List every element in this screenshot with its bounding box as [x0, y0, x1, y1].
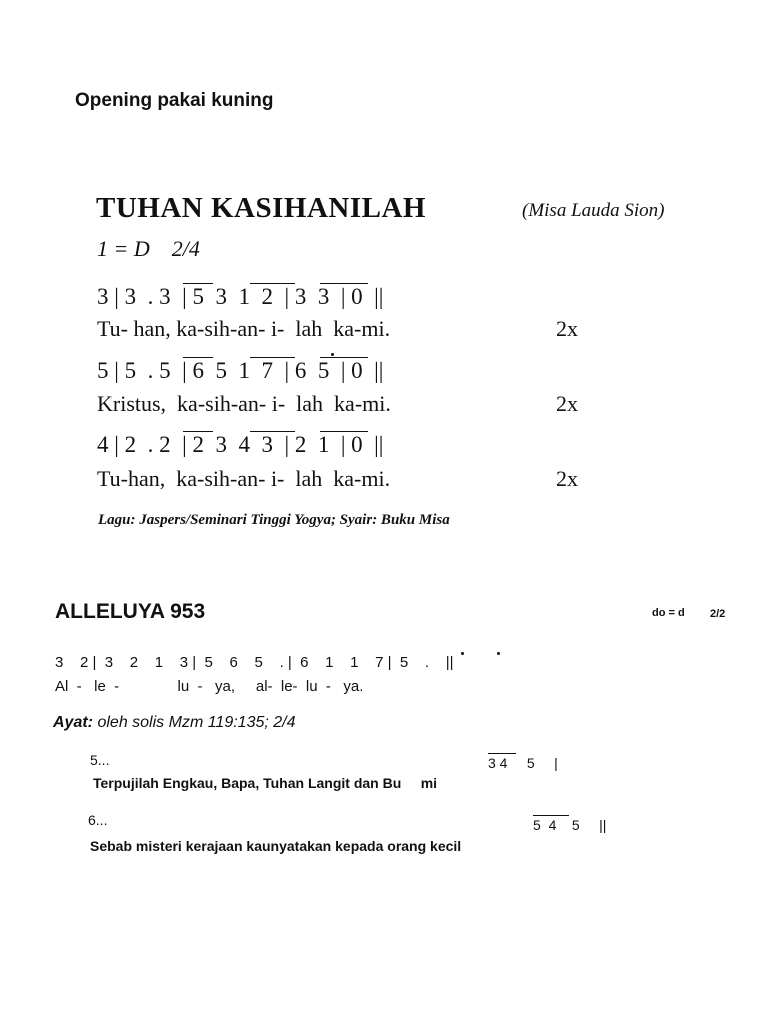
- beam-line: [320, 357, 368, 358]
- song1-key-time: 1 = D 2/4: [97, 236, 200, 261]
- song2-notes: 3 2 | 3 2 1 3 | 5 6 5 . | 6 1 1 7 | 5 . ||: [55, 654, 454, 671]
- song1-lyric-row3: Tu-han, ka-sih-an- i- lah ka-mi.: [97, 466, 391, 491]
- octave-dot: [497, 652, 500, 655]
- beam-line: [488, 753, 516, 754]
- verse6-number: 6...: [88, 812, 108, 828]
- song1-lyric-row1: Tu- han, ka-sih-an- i- lah ka-mi.: [97, 316, 391, 341]
- verse5-notes: 3 4 5 |: [488, 755, 558, 771]
- beam-line: [183, 357, 213, 358]
- song1-title: TUHAN KASIHANILAH: [96, 192, 426, 224]
- beam-line: [250, 283, 295, 284]
- song2-time: 2/2: [710, 608, 726, 620]
- song1-notes-row1: 3 | 3 . 3 | 5 3 1 2 | 3 3 | 0 ||: [97, 284, 384, 309]
- song1-repeat-row3: 2x: [556, 466, 578, 491]
- song2-lyric: Al - le - lu - ya, al- le- lu - ya.: [55, 678, 364, 695]
- beam-line: [320, 283, 368, 284]
- verse5-number: 5...: [90, 752, 110, 768]
- song1-repeat-row1: 2x: [556, 316, 578, 341]
- ayat-text: oleh solis Mzm 119:135; 2/4: [93, 714, 296, 731]
- song1-repeat-row2: 2x: [556, 391, 578, 416]
- song2-key: do = d: [652, 607, 685, 619]
- beam-line: [250, 431, 295, 432]
- octave-dot: [461, 652, 464, 655]
- song1-credit: Lagu: Jaspers/Seminari Tinggi Yogya; Syair: Buku Misa: [98, 512, 450, 528]
- beam-line: [320, 431, 368, 432]
- song1-lyric-row2: Kristus, ka-sih-an- i- lah ka-mi.: [97, 391, 391, 416]
- verse6-notes: 5 4 5 ||: [533, 817, 607, 833]
- verse5-text: Terpujilah Engkau, Bapa, Tuhan Langit dan Bu mi: [93, 775, 438, 791]
- song1-notes-row3: 4 | 2 . 2 | 2 3 4 3 | 2 1 | 0 ||: [97, 432, 384, 457]
- beam-line: [250, 357, 295, 358]
- beam-line: [183, 431, 213, 432]
- beam-line: [533, 815, 569, 816]
- song1-source: (Misa Lauda Sion): [522, 200, 665, 221]
- beam-line: [183, 283, 213, 284]
- song2-title: ALLELUYA 953: [55, 600, 206, 623]
- song1-notes-row2: 5 | 5 . 5 | 6 5 1 7 | 6 5 | 0 ||: [97, 358, 384, 383]
- octave-dot: [331, 353, 334, 356]
- ayat-label: Ayat:: [53, 714, 94, 731]
- verse6-text: Sebab misteri kerajaan kaunyatakan kepada orang kecil: [90, 838, 462, 854]
- ayat-line: [53, 714, 296, 732]
- page-heading: Opening pakai kuning: [75, 90, 274, 111]
